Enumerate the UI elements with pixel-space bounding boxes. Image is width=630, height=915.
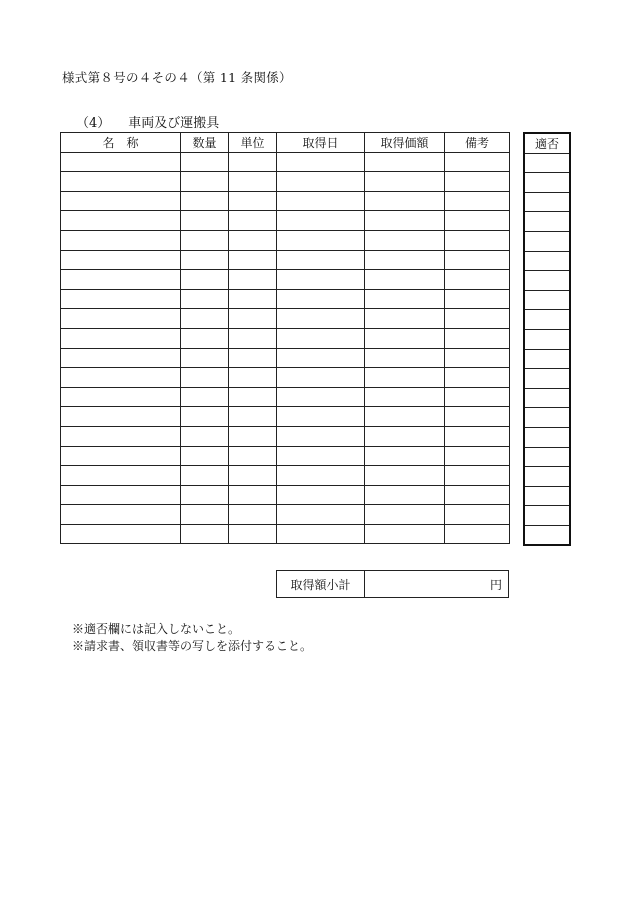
- subtotal-label: 取得額小計: [277, 571, 365, 598]
- header-unit: 単位: [229, 133, 277, 153]
- acquisition-price-cell[interactable]: [365, 211, 445, 231]
- table-row: [61, 152, 510, 172]
- acquisition-date-cell[interactable]: [277, 426, 365, 446]
- acquisition-date-cell[interactable]: [277, 172, 365, 192]
- acquisition-date-cell[interactable]: [277, 446, 365, 466]
- check-row: [524, 506, 570, 526]
- unit-cell[interactable]: [229, 152, 277, 172]
- unit-cell[interactable]: [229, 407, 277, 427]
- unit-cell[interactable]: [229, 466, 277, 486]
- header-check: 適否: [524, 133, 570, 153]
- quantity-cell[interactable]: [181, 387, 229, 407]
- remarks-cell[interactable]: [445, 387, 510, 407]
- asset-table-header: [61, 133, 510, 153]
- acquisition-price-cell[interactable]: [365, 524, 445, 544]
- check-row: [524, 427, 570, 447]
- remarks-cell[interactable]: [445, 446, 510, 466]
- check-cell: [524, 388, 570, 408]
- acquisition-price-cell[interactable]: [365, 348, 445, 368]
- table-row: [61, 309, 510, 329]
- table-row: [61, 211, 510, 231]
- table-row: [61, 387, 510, 407]
- acquisition-price-cell[interactable]: [365, 466, 445, 486]
- name-cell[interactable]: [61, 485, 181, 505]
- unit-cell[interactable]: [229, 289, 277, 309]
- name-cell[interactable]: [61, 250, 181, 270]
- check-row: [524, 369, 570, 389]
- header-acquisition-date: 取得日: [277, 133, 365, 153]
- remarks-cell[interactable]: [445, 426, 510, 446]
- check-cell: [524, 212, 570, 232]
- notes: [72, 621, 312, 655]
- subtotal-value-field[interactable]: [365, 571, 509, 598]
- unit-cell[interactable]: [229, 230, 277, 250]
- check-cell: [524, 447, 570, 467]
- unit-cell[interactable]: [229, 485, 277, 505]
- quantity-cell[interactable]: [181, 328, 229, 348]
- name-cell[interactable]: [61, 270, 181, 290]
- check-cell: [524, 251, 570, 271]
- form-id: 様式第８号の４その４（第 11 条関係）: [62, 70, 292, 85]
- check-cell: [524, 173, 570, 193]
- header-remarks: 備考: [445, 133, 510, 153]
- acquisition-date-cell[interactable]: [277, 191, 365, 211]
- quantity-cell[interactable]: [181, 191, 229, 211]
- acquisition-price-cell[interactable]: [365, 191, 445, 211]
- quantity-cell[interactable]: [181, 211, 229, 231]
- name-cell[interactable]: [61, 446, 181, 466]
- acquisition-price-cell[interactable]: [365, 368, 445, 388]
- remarks-cell[interactable]: [445, 172, 510, 192]
- name-cell[interactable]: [61, 524, 181, 544]
- table-row: [61, 485, 510, 505]
- asset-table: [60, 132, 510, 544]
- acquisition-price-cell[interactable]: [365, 328, 445, 348]
- check-row: [524, 467, 570, 487]
- check-row: [524, 251, 570, 271]
- acquisition-price-cell[interactable]: [365, 387, 445, 407]
- acquisition-price-cell[interactable]: [365, 230, 445, 250]
- name-cell[interactable]: [61, 230, 181, 250]
- check-row: [524, 310, 570, 330]
- remarks-cell[interactable]: [445, 485, 510, 505]
- remarks-cell[interactable]: [445, 250, 510, 270]
- remarks-cell[interactable]: [445, 191, 510, 211]
- unit-cell[interactable]: [229, 426, 277, 446]
- acquisition-date-cell[interactable]: [277, 348, 365, 368]
- name-cell[interactable]: [61, 328, 181, 348]
- acquisition-price-cell[interactable]: [365, 407, 445, 427]
- header-acquisition-price: 取得価額: [365, 133, 445, 153]
- check-row: [524, 173, 570, 193]
- acquisition-date-cell[interactable]: [277, 466, 365, 486]
- note-item: ※適否欄には記入しないこと。: [72, 622, 241, 636]
- acquisition-price-cell[interactable]: [365, 505, 445, 525]
- acquisition-price-cell[interactable]: [365, 426, 445, 446]
- quantity-cell[interactable]: [181, 270, 229, 290]
- quantity-cell[interactable]: [181, 446, 229, 466]
- check-cell: [524, 427, 570, 447]
- table-row: [61, 230, 510, 250]
- remarks-cell[interactable]: [445, 407, 510, 427]
- remarks-cell[interactable]: [445, 524, 510, 544]
- check-cell: [524, 467, 570, 487]
- table-row: [61, 270, 510, 290]
- check-row: [524, 486, 570, 506]
- acquisition-date-cell[interactable]: [277, 524, 365, 544]
- remarks-cell[interactable]: [445, 368, 510, 388]
- acquisition-date-cell[interactable]: [277, 407, 365, 427]
- name-cell[interactable]: [61, 426, 181, 446]
- check-row: [524, 447, 570, 467]
- section-number: （4）: [76, 116, 111, 131]
- name-cell[interactable]: [61, 191, 181, 211]
- table-row: [61, 172, 510, 192]
- remarks-cell[interactable]: [445, 211, 510, 231]
- quantity-cell[interactable]: [181, 485, 229, 505]
- remarks-cell[interactable]: [445, 505, 510, 525]
- acquisition-date-cell[interactable]: [277, 211, 365, 231]
- name-cell[interactable]: [61, 407, 181, 427]
- remarks-cell[interactable]: [445, 328, 510, 348]
- header-quantity: 数量: [181, 133, 229, 153]
- check-row: [524, 212, 570, 232]
- acquisition-date-cell[interactable]: [277, 505, 365, 525]
- acquisition-price-cell[interactable]: [365, 172, 445, 192]
- quantity-cell[interactable]: [181, 505, 229, 525]
- table-row: [61, 466, 510, 486]
- unit-cell[interactable]: [229, 309, 277, 329]
- table-row: [61, 426, 510, 446]
- acquisition-date-cell[interactable]: [277, 485, 365, 505]
- remarks-cell[interactable]: [445, 230, 510, 250]
- quantity-cell[interactable]: [181, 230, 229, 250]
- unit-cell[interactable]: [229, 387, 277, 407]
- check-cell: [524, 349, 570, 369]
- check-row: [524, 192, 570, 212]
- name-cell[interactable]: [61, 211, 181, 231]
- acquisition-price-cell[interactable]: [365, 250, 445, 270]
- check-row: [524, 349, 570, 369]
- unit-cell[interactable]: [229, 524, 277, 544]
- header-name: 名 称: [61, 133, 181, 153]
- subtotal-unit: 円: [489, 577, 502, 592]
- acquisition-date-cell[interactable]: [277, 368, 365, 388]
- acquisition-date-cell[interactable]: [277, 250, 365, 270]
- acquisition-price-cell[interactable]: [365, 270, 445, 290]
- unit-cell[interactable]: [229, 172, 277, 192]
- name-cell[interactable]: [61, 348, 181, 368]
- table-row: [61, 328, 510, 348]
- check-row: [524, 388, 570, 408]
- quantity-cell[interactable]: [181, 309, 229, 329]
- check-cell: [524, 369, 570, 389]
- table-row: [61, 289, 510, 309]
- name-cell[interactable]: [61, 466, 181, 486]
- check-cell: [524, 506, 570, 526]
- unit-cell[interactable]: [229, 505, 277, 525]
- table-row: [61, 446, 510, 466]
- check-cell: [524, 192, 570, 212]
- quantity-cell[interactable]: [181, 524, 229, 544]
- remarks-cell[interactable]: [445, 289, 510, 309]
- table-row: [61, 348, 510, 368]
- check-row: [524, 290, 570, 310]
- acquisition-date-cell[interactable]: [277, 309, 365, 329]
- unit-cell[interactable]: [229, 211, 277, 231]
- table-row: [61, 191, 510, 211]
- unit-cell[interactable]: [229, 368, 277, 388]
- remarks-cell[interactable]: [445, 309, 510, 329]
- unit-cell[interactable]: [229, 328, 277, 348]
- quantity-cell[interactable]: [181, 172, 229, 192]
- remarks-cell[interactable]: [445, 466, 510, 486]
- acquisition-date-cell[interactable]: [277, 270, 365, 290]
- check-cell: [524, 271, 570, 291]
- note-item: ※請求書、領収書等の写しを添付すること。: [72, 639, 313, 653]
- name-cell[interactable]: [61, 368, 181, 388]
- acquisition-date-cell[interactable]: [277, 289, 365, 309]
- table-row: [61, 250, 510, 270]
- unit-cell[interactable]: [229, 270, 277, 290]
- acquisition-date-cell[interactable]: [277, 387, 365, 407]
- subtotal-table: [276, 570, 509, 598]
- check-row: [524, 525, 570, 545]
- check-cell: [524, 153, 570, 173]
- check-row: [524, 408, 570, 428]
- quantity-cell[interactable]: [181, 426, 229, 446]
- quantity-cell[interactable]: [181, 152, 229, 172]
- quantity-cell[interactable]: [181, 368, 229, 388]
- acquisition-date-cell[interactable]: [277, 230, 365, 250]
- name-cell[interactable]: [61, 505, 181, 525]
- quantity-cell[interactable]: [181, 466, 229, 486]
- check-cell: [524, 525, 570, 545]
- acquisition-price-cell[interactable]: [365, 152, 445, 172]
- quantity-cell[interactable]: [181, 348, 229, 368]
- acquisition-price-cell[interactable]: [365, 485, 445, 505]
- table-row: [61, 505, 510, 525]
- check-table: [523, 132, 571, 546]
- quantity-cell[interactable]: [181, 289, 229, 309]
- acquisition-price-cell[interactable]: [365, 289, 445, 309]
- unit-cell[interactable]: [229, 250, 277, 270]
- unit-cell[interactable]: [229, 446, 277, 466]
- section-name: 車両及び運搬具: [128, 116, 220, 131]
- acquisition-price-cell[interactable]: [365, 309, 445, 329]
- unit-cell[interactable]: [229, 191, 277, 211]
- acquisition-date-cell[interactable]: [277, 328, 365, 348]
- check-row: [524, 329, 570, 349]
- acquisition-price-cell[interactable]: [365, 446, 445, 466]
- check-cell: [524, 329, 570, 349]
- check-row: [524, 231, 570, 251]
- remarks-cell[interactable]: [445, 270, 510, 290]
- name-cell[interactable]: [61, 309, 181, 329]
- name-cell[interactable]: [61, 387, 181, 407]
- name-cell[interactable]: [61, 289, 181, 309]
- check-cell: [524, 310, 570, 330]
- check-row: [524, 153, 570, 173]
- check-cell: [524, 486, 570, 506]
- quantity-cell[interactable]: [181, 407, 229, 427]
- remarks-cell[interactable]: [445, 152, 510, 172]
- section-title: [76, 112, 219, 131]
- name-cell[interactable]: [61, 152, 181, 172]
- check-row: [524, 271, 570, 291]
- quantity-cell[interactable]: [181, 250, 229, 270]
- check-cell: [524, 231, 570, 251]
- acquisition-date-cell[interactable]: [277, 152, 365, 172]
- table-row: [61, 368, 510, 388]
- name-cell[interactable]: [61, 172, 181, 192]
- check-cell: [524, 290, 570, 310]
- table-row: [61, 524, 510, 544]
- remarks-cell[interactable]: [445, 348, 510, 368]
- check-cell: [524, 408, 570, 428]
- unit-cell[interactable]: [229, 348, 277, 368]
- table-row: [61, 407, 510, 427]
